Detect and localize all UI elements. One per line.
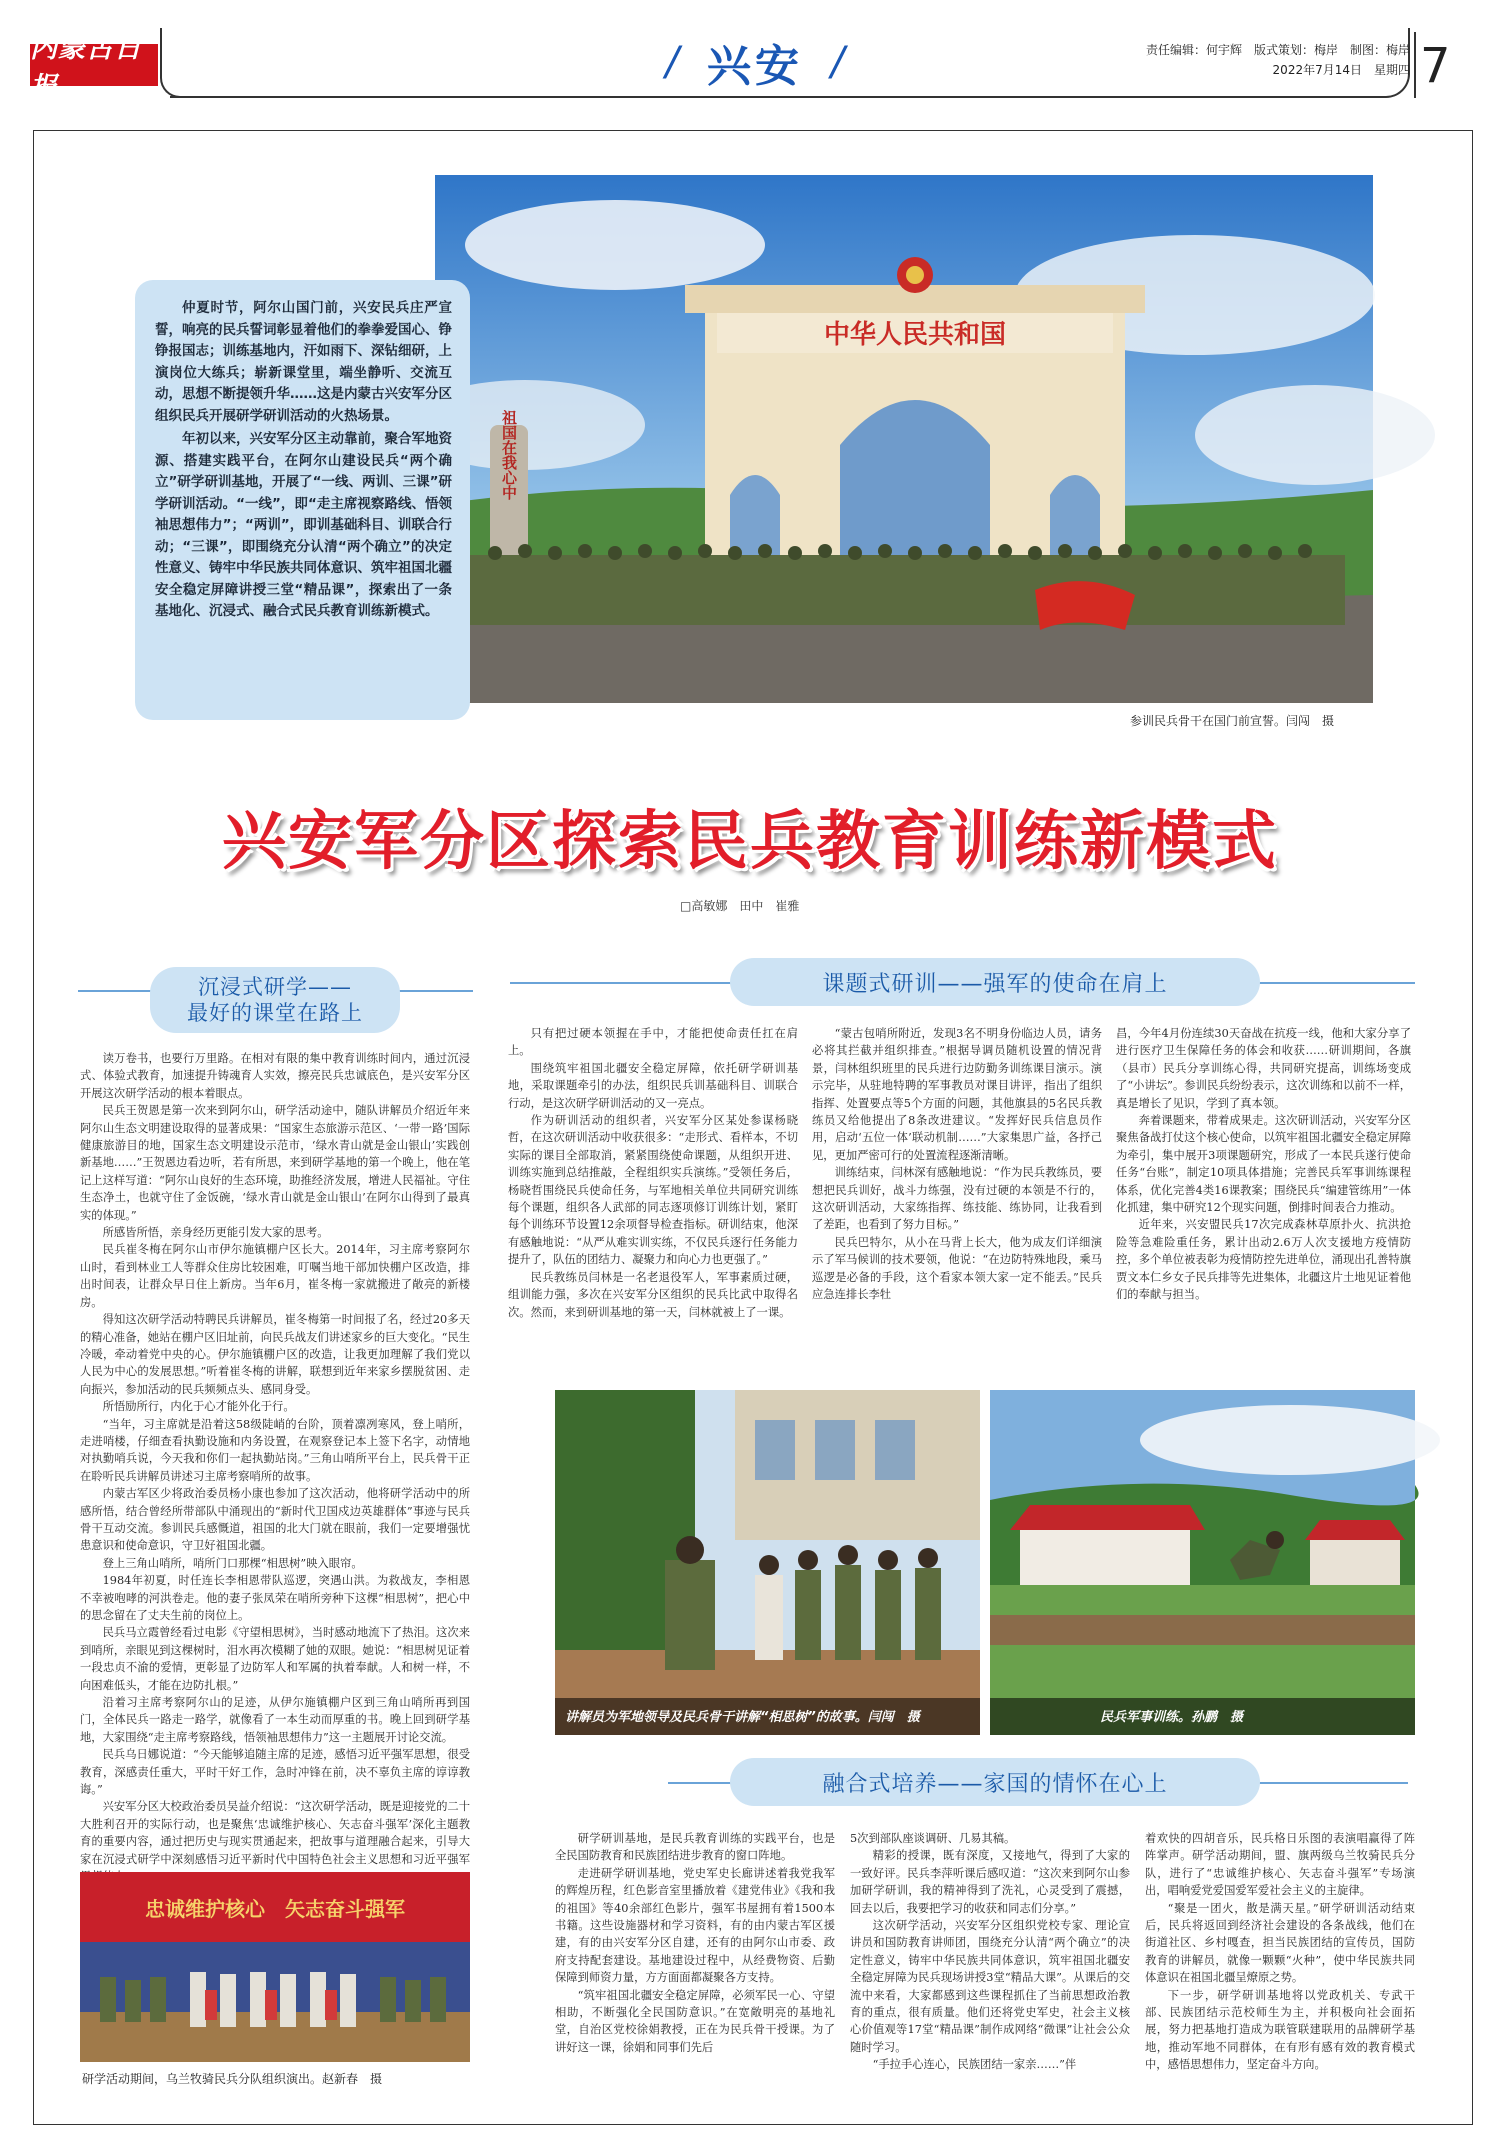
photo-guide-explaining: [555, 1390, 980, 1735]
section-title: [640, 34, 870, 90]
stage-banner: 忠诚维护核心 矢志奋斗强军: [145, 1897, 405, 1921]
paragraph: 只有把过硬本领握在手中，才能把使命责任扛在肩上。: [508, 1027, 798, 1058]
intro-paragraph: 年初以来，兴安军分区主动靠前，聚合军地资源、搭建实践平台，在阿尔山建设民兵“两个确立”研学研训基地，开展了“一线、两训、三课”研学研训活动。“一线”，即“走主席视察路线、悟领袖思想伟力”；“两训”，即训基础科目、训联合行动；“三课”，即围绕充分认清“两个确立”的决定性意义、铸牢中华民族共同体意识、筑牢祖国北疆安全稳定屏障讲授三堂“精品课”，探索出了一条基地化、沉浸式、融合式民兵教育训练新模式。: [155, 431, 452, 619]
subhead-integrated-cultivation: 融合式培养——家国的情怀在心上: [730, 1758, 1260, 1806]
subhead-project-training: 课题式研训——强军的使命在肩上: [730, 958, 1260, 1006]
paragraph: 民兵教练员闫林是一名老退役军人，军事素质过硬，组训能力强，多次在兴安军分区组织的民兵比武中取得名次。然而，来到研训基地的第一天，闫林就被上了一课。: [508, 1270, 798, 1319]
subhead-line: 沉浸式研学——: [198, 975, 352, 999]
paragraph: 训练结束，闫林深有感触地说：“作为民兵教练员，要想把民兵训好，战斗力练强，没有过硬的本领是不行的，这次研训活动，大家练指挥、练技能、练协同，让我看到了差距，也看到了努力目标。”: [812, 1166, 1102, 1232]
paragraph: 读万卷书，也要行万里路。在相对有限的集中教育训练时间内，通过沉浸式、体验式教育，加速提升铸魂育人实效，擦亮民兵忠诚底色，是兴安军分区开展这次研学活动的根本着眼点。: [80, 1052, 470, 1100]
byline: □高敏娜 田中 崔雅: [680, 899, 800, 913]
paragraph: 围绕筑牢祖国北疆安全稳定屏障，依托研学研训基地，采取课题牵引的办法，组织民兵训基础科目、训联合行动，是这次研学研训活动的又一亮点。: [508, 1061, 798, 1110]
photo-caption: 民兵军事训练。孙鹏 摄: [1100, 1710, 1244, 1725]
publish-date: 2022年7月14日 星期四: [1272, 63, 1410, 77]
photo-caption: 研学活动期间，乌兰牧骑民兵分队组织演出。赵新春 摄: [82, 2072, 383, 2086]
paragraph: 这次研学活动，兴安军分区组织党校专家、理论宣讲员和国防教育讲师团，围绕充分认清“两个确立”的决定性意义，铸牢中华民族共同体意识，筑牢祖国北疆安全稳定屏障为民兵现场讲授3堂“精品大课”。从课后的交流中来看，大家都感到这些课程抓住了当前思想政治教育的重点，很有质量。他们还将党史军史，社会主义核心价值观等17堂“精品课”制作成网络“微课”让社会公众随时学习。: [850, 1919, 1130, 2054]
paragraph: 兴安军分区大校政治委员吴益介绍说：“这次研学活动，既是迎接党的二十大胜利召开的实际行动，也是聚焦‘忠诚维护核心、矢志奋斗强军’深化主题教育的重要内容，通过把历史与现实贯通起来，把故事与道理融合起来，引导大家在沉浸式研学中深刻感悟习近平新时代中国特色社会主义思想和习近平强军: [80, 1800, 470, 1866]
hero-photo-illustration: [435, 175, 1373, 703]
subhead-immersive-study: [150, 967, 400, 1033]
paragraph: 作为研训活动的组织者，兴安军分区某处参谋杨晓哲，在这次研训活动中收获很多：“走形式、看样本，不切实际的课目全部取消，紧紧围绕使命课题，从组织开进、训练实施到总结推敲，全程组织实兵演练。”受领任务后，杨晓哲围绕民兵使命任务，与军地相关单位共同研究训练每个课题，组织各人武部的同志逐项修订训练计划，紧盯每个训练环节设置12余项督导检查指标。研训结束，他深有感触地说：“从严从难实训实练，不仅民兵逐行任务能力提升了，队伍的团结力、凝聚力和向心力也更强了。”: [508, 1114, 798, 1267]
paragraph: 沿着习主席考察阿尔山的足迹，从伊尔施镇棚户区到三角山哨所再到国门，全体民兵一路走一路学，就像看了一本生动而厚重的书。晚上回到研学基地，大家围绕“走主席考察路线，悟领袖思想伟力”这一主题展开讨论交流。: [80, 1696, 470, 1744]
paragraph: 1984年初夏，时任连长李相恩带队巡逻，突遇山洪。为救战友，李相恩不幸被咆哮的河洪卷走。他的妻子张凤荣在哨所旁种下这棵“相思树”，把心中的思念留在了丈夫生前的岗位上。: [80, 1574, 470, 1622]
paragraph: 走进研学研训基地，党史军史长廊讲述着我党我军的辉煌历程，红色影音室里播放着《建党伟业》《我和我的祖国》等40余部红色影片，强军书屋拥有着1500本书籍。这些设施器材和学习资料，有的由内蒙古军区援建，有的由兴安军分区自建，还有的由阿尔山市委、政府支持配套建设。基地建设过程中，从经费物资、后勤保障到师资力量，方方面面都凝聚各方支持。: [555, 1866, 835, 1985]
paragraph: “当年，习主席就是沿着这58级陡峭的台阶，顶着凛冽寒风，登上哨所，走进哨楼，仔细查看执勤设施和内务设置，在观察登记本上签下名字，动情地对执勤哨兵说，今天我和你们一起执勤站岗。”三角山哨所平台上，民兵骨干正在聆听民兵讲解员讲述习主席考察哨所的故事。: [80, 1417, 470, 1483]
slash-decoration: /: [665, 39, 679, 85]
article-column-5: [555, 1830, 835, 2100]
hero-caption: 参训民兵骨干在国门前宣誓。闫闯 摄: [1130, 714, 1335, 728]
paragraph: “手拉手心连心，民族团结一家亲……”伴: [872, 2058, 1077, 2072]
paragraph: 民兵巴特尔，从小在马背上长大，他为成友们详细演示了军马候训的技术要领，他说：“在边防特殊地段，乘马巡逻是必备的手段，这个看家本领大家一定不能丢。”民兵应急连排长李牡: [812, 1235, 1102, 1302]
paragraph: 得知这次研学活动特聘民兵讲解员，崔冬梅第一时间报了名，经过20多天的精心准备，她站在棚户区旧址前，向民兵战友们讲述家乡的巨大变化。“民生冷暖，牵动着党中央的心。伊尔施镇棚户区的改造，让我更加理解了我们党以人民为中心的发展思想。”听着崔冬梅的讲解，联想到近年来家乡摆脱贫困、走向振兴，参加活动的民兵频频点头、感同身受。: [80, 1313, 470, 1396]
paragraph: 研学研训基地，是民兵教育训练的实践平台，也是全民国防教育和民族团结进步教育的窗口阵地。: [555, 1832, 835, 1863]
intro-paragraph: 仲夏时节，阿尔山国门前，兴安民兵庄严宣誓，响亮的民兵誓词彰显着他们的拳拳爱国心、铮铮报国志；训练基地内，汗如雨下、深钻细研，上演岗位大练兵；崭新课堂里，端坐静听、交流互动，思想不断提领升华……这是内蒙古兴安军分区组织民兵开展研学研训活动的火热场景。: [155, 300, 452, 424]
photo-caption: 讲解员为军地领导及民兵骨干讲解“相思树”的故事。闫闯 摄: [565, 1710, 920, 1725]
article-column-1: [80, 1050, 470, 1866]
subhead-line: 最好的课堂在路上: [187, 1001, 363, 1025]
paragraph: 奔着课题来，带着成果走。这次研训活动，兴安军分区聚焦备战打仗这个核心使命，以筑牢祖国北疆安全稳定屏障为牵引，集中展开3项课题研究，形成了一本民兵遂行使命任务“台账”，制定10项具体措施；完善民兵军事训练课程体系，优化完善4类16课教案；围绕民兵“编建管练用”一体化抓建，集中研究12个现实问题，倒排时间表合力推动。: [1116, 1114, 1411, 1215]
photo-guide-illustration: [555, 1390, 980, 1735]
page-number: 7: [1420, 38, 1451, 94]
stone-inscription: 祖国在我心中: [500, 410, 518, 500]
newspaper-logo: 内蒙古日报: [30, 44, 158, 86]
photo-training-illustration: [990, 1390, 1415, 1735]
slash-decoration: /: [831, 39, 845, 85]
article-column-6: [850, 1830, 1130, 2100]
paragraph: 5次到部队座谈调研、几易其稿。: [850, 1832, 1016, 1845]
paragraph: “筑牢祖国北疆安全稳定屏障，必须军民一心、守望相助，不断强化全民国防意识。”在宽敞明亮的基地礼堂，自治区党校徐娟教授，正在为民兵骨干授课。为了讲好这一课，徐娟和同事们先后: [555, 1988, 835, 2054]
paragraph: 民兵王贺恩是第一次来到阿尔山，研学活动途中，随队讲解员介绍近年来阿尔山生态文明建设取得的显著成果：“国家生态旅游示范区、‘一带一路’国际健康旅游目的地，国家生态文明建设示范市，‘绿水青山就是金山银山’实践创新基地……”王贺恩边看边听，若有所思，来到研学基地的第一个晚上，他在笔记上这样写道：“阿尔山良好的生态环境，助推经济发展，增进人民福祉。守住生态净土，也就守住了金饭碗，‘绿水青山就是金山银山’在阿尔山得到了最真实的体现。”: [80, 1104, 470, 1222]
paragraph: 登上三角山哨所，哨所门口那棵“相思树”映入眼帘。: [102, 1556, 363, 1570]
photo-performance: [80, 1872, 470, 2062]
section-name: 兴安: [707, 41, 803, 92]
photo-performance-illustration: [80, 1872, 470, 2062]
article-column-7: [1145, 1830, 1415, 2100]
paragraph: 所悟励所行，内化于心才能外化于行。: [102, 1400, 295, 1414]
header-divider: [1414, 32, 1416, 98]
paragraph: 昌，今年4月份连续30天奋战在抗疫一线，他和大家分享了进行医疗卫生保障任务的体会和收获……研训期间，各旗（县市）民兵分享训练心得，共同研究提高，训练场变成了“小讲坛”。参训民兵纷纷表示，这次训练和以前不一样，真是增长了见识，学到了真本领。: [1116, 1027, 1411, 1110]
photo-military-training: [990, 1390, 1415, 1735]
page-credits: [1140, 40, 1410, 80]
editor-credits: 责任编辑：何宇辉 版式策划：梅岸 制图：梅岸: [1145, 43, 1410, 57]
paragraph: 精彩的授课，既有深度，又接地气，得到了大家的一致好评。民兵李萍听课后感叹道：“这次来到阿尔山参加研学研训，我的精神得到了洗礼，心灵受到了震撼，回去以后，我要把学习的收获和同志们分享。”: [850, 1849, 1130, 1915]
paragraph: 着欢快的四胡音乐，民兵格日乐图的表演唱赢得了阵阵掌声。研学活动期间，盟、旗两级乌兰牧骑民兵分队，进行了“忠诚维护核心、矢志奋斗强军”专场演出，唱响爱党爱国爱军爱社会主义的主旋律。: [1145, 1832, 1415, 1898]
article-column-4: [1116, 1025, 1411, 1370]
paragraph: 近年来，兴安盟民兵17次完成森林草原扑火、抗洪抢险等急难险重任务，累计出动2.6万人次支援地方疫情防控，多个单位被表彰为疫情防控先进单位，涌现出孔善特旗贾文本仁乡女子民兵排等先进集体，北疆这片土地见证着他们的奉献与担当。: [1116, 1218, 1411, 1302]
hero-photo: [435, 175, 1373, 703]
article-column-3: [812, 1025, 1102, 1370]
paragraph: 所感皆所悟，亲身经历更能引发大家的思考。: [102, 1226, 329, 1240]
paragraph: “蒙古包哨所附近，发现3名不明身份临边人员，请务必将其拦截并组织排查。”根据导调员随机设置的情况背景，闫林组织班里的民兵进行边防勤务训练课目演示。演示完毕，从驻地特聘的军事教员对课目讲评，指出了组织指挥、处置要点等5个方面的问题，其他旗县的5名民兵教练员又给他提出了8条改进建议。“发挥好民兵信息员作用，启动‘五位一体’联动机制……”大家集思广益，各抒己见，更加严密可行的处置流程逐渐清晰。: [812, 1027, 1102, 1162]
paragraph: 内蒙古军区少将政治委员杨小康也参加了这次活动，他将研学活动中的所感所悟，结合曾经所带部队中涌现出的“新时代卫国戍边英雄群体”事迹与民兵骨干互动交流。参训民兵感慨道，祖国的北大门就在眼前，我们一定要增强忧患意识和使命意识，守卫好祖国北疆。: [80, 1487, 470, 1553]
paragraph: “聚是一团火，散是满天星。”研学研训活动结束后，民兵将返回到经济社会建设的各条战线，他们在街道社区、乡村嘎查，担当民族团结的宣传员，国防教育的讲解员，就像一颗颗“火种”，使中华民族共同体意识在祖国北疆呈燎原之势。: [1145, 1901, 1415, 1985]
paragraph: 民兵乌日娜说道：“今天能够追随主席的足迹，感悟习近平强军思想，很受教育，深感责任重大，平时干好工作，急时冲锋在前，决不辜负主席的谆谆教诲。”: [80, 1748, 470, 1797]
intro-box: [135, 280, 470, 720]
headline: 兴安军分区探索民兵教育训练新模式: [222, 805, 1278, 879]
arch-inscription: 中华人民共和国: [823, 320, 1007, 350]
paragraph: 民兵崔冬梅在阿尔山市伊尔施镇棚户区长大。2014年，习主席考察阿尔山时，看到林业工人等群众住房比较困难，叮嘱当地干部加快棚户区改造，排出时间表，让群众早日住上新房。当年6月，崔冬梅一家就搬进了敞亮的新楼房。: [80, 1243, 470, 1309]
article-column-2: [508, 1025, 798, 1370]
paragraph: 下一步，研学研训基地将以党政机关、专武干部、民族团结示范校师生为主，并积极向社会面拓展，努力把基地打造成为联管联建联用的品牌研学基地，推动军地不同群体，在有形有感有效的教育模式中，感悟思想伟力，坚定奋斗方向。: [1145, 1988, 1415, 2072]
paragraph: 民兵马立霞曾经看过电影《守望相思树》，当时感动地流下了热泪。这次来到哨所，亲眼见到这棵树时，泪水再次模糊了她的双眼。她说：“相思树见证着一段忠贞不渝的爱情，更彰显了边防军人和军属的执着奉献。人和树一样，不向困难低头，才能在边防扎根。”: [80, 1626, 470, 1692]
